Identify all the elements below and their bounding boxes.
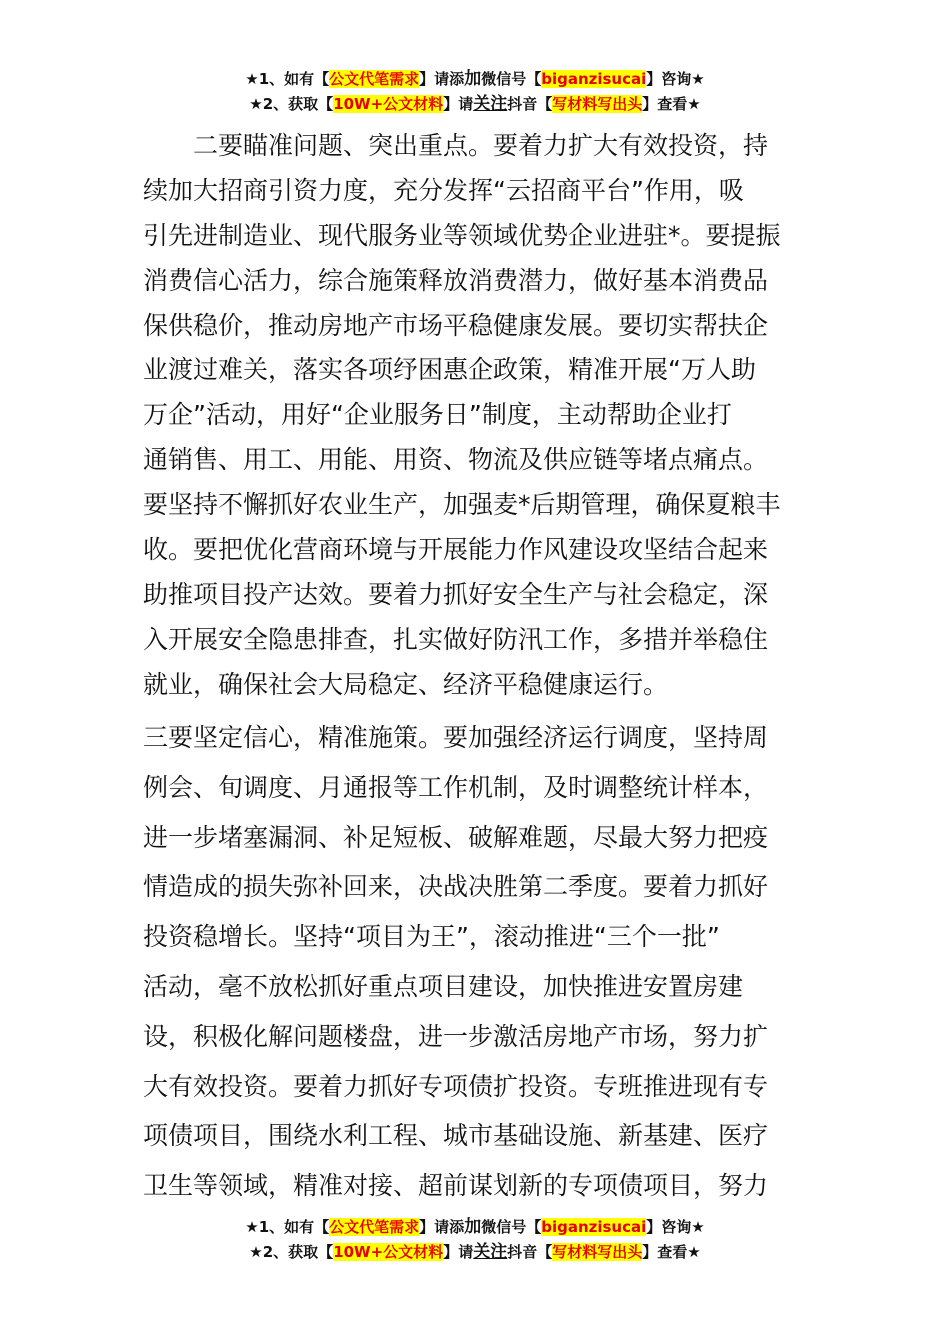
banner-line-2 — [0, 1240, 950, 1265]
text-line: 要坚持不懈抓好农业生产，加强麦*后期管理，确保夏粮丰 — [143, 490, 781, 520]
text-line: 助推项目投产达效。要着力抓好安全生产与社会稳定，深 — [143, 579, 769, 609]
banner-text: 微信号【 — [481, 70, 542, 88]
text-line: 业渡过难关，落实各项纾困惠企政策，精准开展“万人助 — [143, 355, 756, 385]
banner-text: 】请添 — [419, 70, 465, 88]
banner-text: 抖音【 — [507, 1243, 553, 1261]
banner-highlight: 写材料写出头 — [552, 1243, 643, 1261]
text-line: 入开展安全隐患排查，扎实做好防汛工作，多措并举稳住 — [143, 624, 769, 654]
banner-text: 】咨询★ — [646, 1218, 705, 1236]
text-line: 消费信心活力，综合施策释放消费潜力，做好基本消费品 — [143, 265, 769, 295]
paragraph-3 — [143, 713, 813, 1211]
banner-line-1 — [0, 67, 950, 92]
banner-emphasis: 关注 — [473, 94, 508, 114]
banner-text: 】咨询★ — [646, 70, 705, 88]
text-line: 就业，确保社会大局稳定、经济平稳健康运行。 — [143, 669, 669, 699]
banner-text: 】请添 — [419, 1218, 465, 1236]
header-banner — [0, 67, 950, 117]
text-line: 保供稳价，推动房地产市场平稳健康发展。要切实帮扶企 — [143, 310, 769, 340]
text-line: 设，积极化解问题楼盘，进一步激活房地产市场，努力扩 — [143, 1021, 769, 1051]
text-line: 项债项目，围绕水利工程、城市基础设施、新基建、医疗 — [143, 1121, 769, 1151]
text-line: 例会、旬调度、月通报等工作机制，及时调整统计样本， — [143, 772, 769, 802]
banner-text: 】请 — [443, 1243, 474, 1261]
banner-text: ★1、如有【 — [245, 1218, 330, 1236]
banner-text: 】查看★ — [642, 1243, 701, 1261]
banner-text: ★2、获取【 — [249, 1243, 334, 1261]
banner-line-2 — [0, 92, 950, 117]
text-line: 万企”活动，用好“企业服务日”制度，主动帮助企业打 — [143, 400, 732, 430]
banner-highlight: biganzisucai — [541, 70, 647, 88]
banner-highlight: biganzisucai — [541, 1218, 647, 1236]
banner-highlight: 写材料写出头 — [552, 95, 643, 113]
text-line: 卫生等领域，精准对接、超前谋划新的专项债项目，努力 — [143, 1171, 769, 1201]
banner-text: 】查看★ — [642, 95, 701, 113]
text-line: 引先进制造业、现代服务业等领域优势企业进驻*。要提振 — [143, 220, 781, 250]
banner-highlight: 公文代笔需求 — [329, 70, 420, 88]
banner-highlight: 10W+公文材料 — [333, 95, 444, 113]
text-line: 二要瞄准问题、突出重点。要着力扩大有效投资，持 — [143, 131, 769, 160]
text-line: 进一步堵塞漏洞、补足短板、破解难题，尽最大努力把疫 — [143, 822, 769, 852]
banner-highlight: 10W+公文材料 — [333, 1243, 444, 1261]
text-line: 收。要把优化营商环境与开展能力作风建设攻坚结合起来 — [143, 535, 769, 565]
text-line: 续加大招商引资力度，充分发挥“云招商平台”作用，吸 — [143, 175, 744, 205]
banner-text: 】请 — [443, 95, 474, 113]
banner-emphasis: 加 — [464, 1217, 482, 1237]
banner-line-1 — [0, 1215, 950, 1240]
text-line: 活动，毫不放松抓好重点项目建设，加快推进安置房建 — [143, 971, 744, 1001]
banner-text: 微信号【 — [481, 1218, 542, 1236]
banner-emphasis: 关注 — [473, 1242, 508, 1262]
banner-emphasis: 加 — [464, 69, 482, 89]
text-line: 大有效投资。要着力抓好专项债扩投资。专班推进现有专 — [143, 1071, 769, 1101]
text-line: 投资稳增长。坚持“项目为王”，滚动推进“三个一批” — [143, 922, 720, 952]
footer-banner — [0, 1215, 950, 1265]
text-line: 情造成的损失弥补回来，决战决胜第二季度。要着力抓好 — [143, 872, 769, 902]
text-line: 通销售、用工、用能、用资、物流及供应链等堵点痛点。 — [143, 445, 769, 475]
banner-text: ★2、获取【 — [249, 95, 334, 113]
banner-highlight: 公文代笔需求 — [329, 1218, 420, 1236]
paragraph-2 — [143, 124, 813, 708]
text-line: 三要坚定信心，精准施策。要加强经济运行调度，坚持周 — [143, 723, 769, 752]
banner-text: ★1、如有【 — [245, 70, 330, 88]
banner-text: 抖音【 — [507, 95, 553, 113]
